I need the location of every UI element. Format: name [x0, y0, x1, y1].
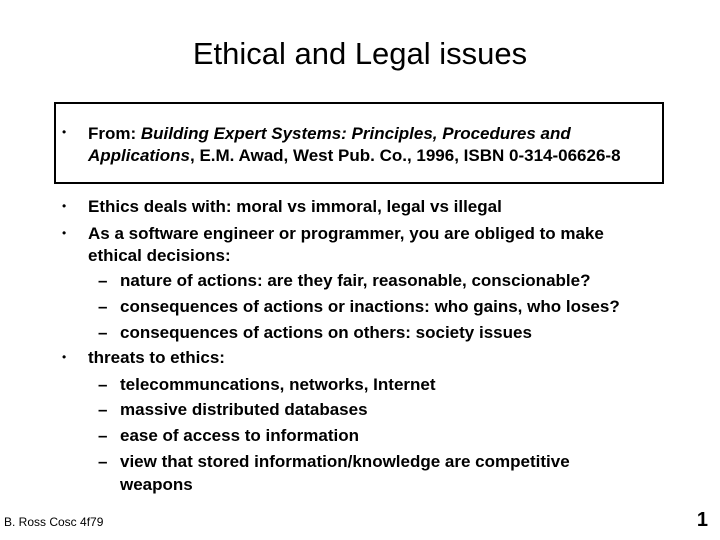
bullet-marker: •: [62, 199, 67, 213]
bullet-text-continued: ethical decisions:: [88, 246, 231, 265]
bullet-text: Ethics deals with: moral vs immoral, legal vs illegal: [88, 197, 502, 216]
sub-bullet-text: nature of actions: are they fair, reasonable, conscionable?: [120, 271, 591, 290]
sub-bullet-marker: –: [98, 426, 108, 445]
source-publication: , E.M. Awad, West Pub. Co., 1996, ISBN 0-314-06626-8: [190, 146, 621, 165]
sub-bullet-marker: –: [98, 271, 108, 290]
source-line-1: [88, 123, 571, 145]
source-prefix: From:: [88, 124, 141, 143]
bullet-marker: •: [62, 226, 67, 240]
sub-bullet-text: massive distributed databases: [120, 400, 368, 419]
slide-title: Ethical and Legal issues: [192, 36, 528, 71]
bullet-marker: •: [62, 350, 67, 364]
source-book-title-2: Applications: [88, 146, 191, 165]
sub-bullet-marker: –: [98, 452, 108, 471]
source-bullet: •: [62, 125, 67, 139]
sub-bullet-text: ease of access to information: [120, 426, 360, 445]
sub-bullet-text: telecommuncations, networks, Internet: [120, 375, 436, 394]
page-number: 1: [696, 509, 708, 531]
sub-bullet-marker: –: [98, 323, 108, 342]
footer-author-course: B. Ross Cosc 4f79: [4, 515, 104, 529]
source-line-2: [88, 145, 621, 167]
bullet-text: As a software engineer or programmer, you are obliged to make: [88, 224, 604, 243]
sub-bullet-marker: –: [98, 400, 108, 419]
sub-bullet-text: consequences of actions on others: society issues: [120, 323, 532, 342]
sub-bullet-marker: –: [98, 297, 108, 316]
source-book-title-1: Building Expert Systems: Principles, Procedures and: [140, 124, 571, 143]
bullet-text: threats to ethics:: [88, 348, 225, 367]
sub-bullet-marker: –: [98, 375, 108, 394]
sub-bullet-text: view that stored information/knowledge are competitive: [120, 452, 570, 471]
sub-bullet-text: consequences of actions or inactions: who gains, who loses?: [120, 297, 620, 316]
sub-bullet-text-continued: weapons: [120, 475, 193, 494]
